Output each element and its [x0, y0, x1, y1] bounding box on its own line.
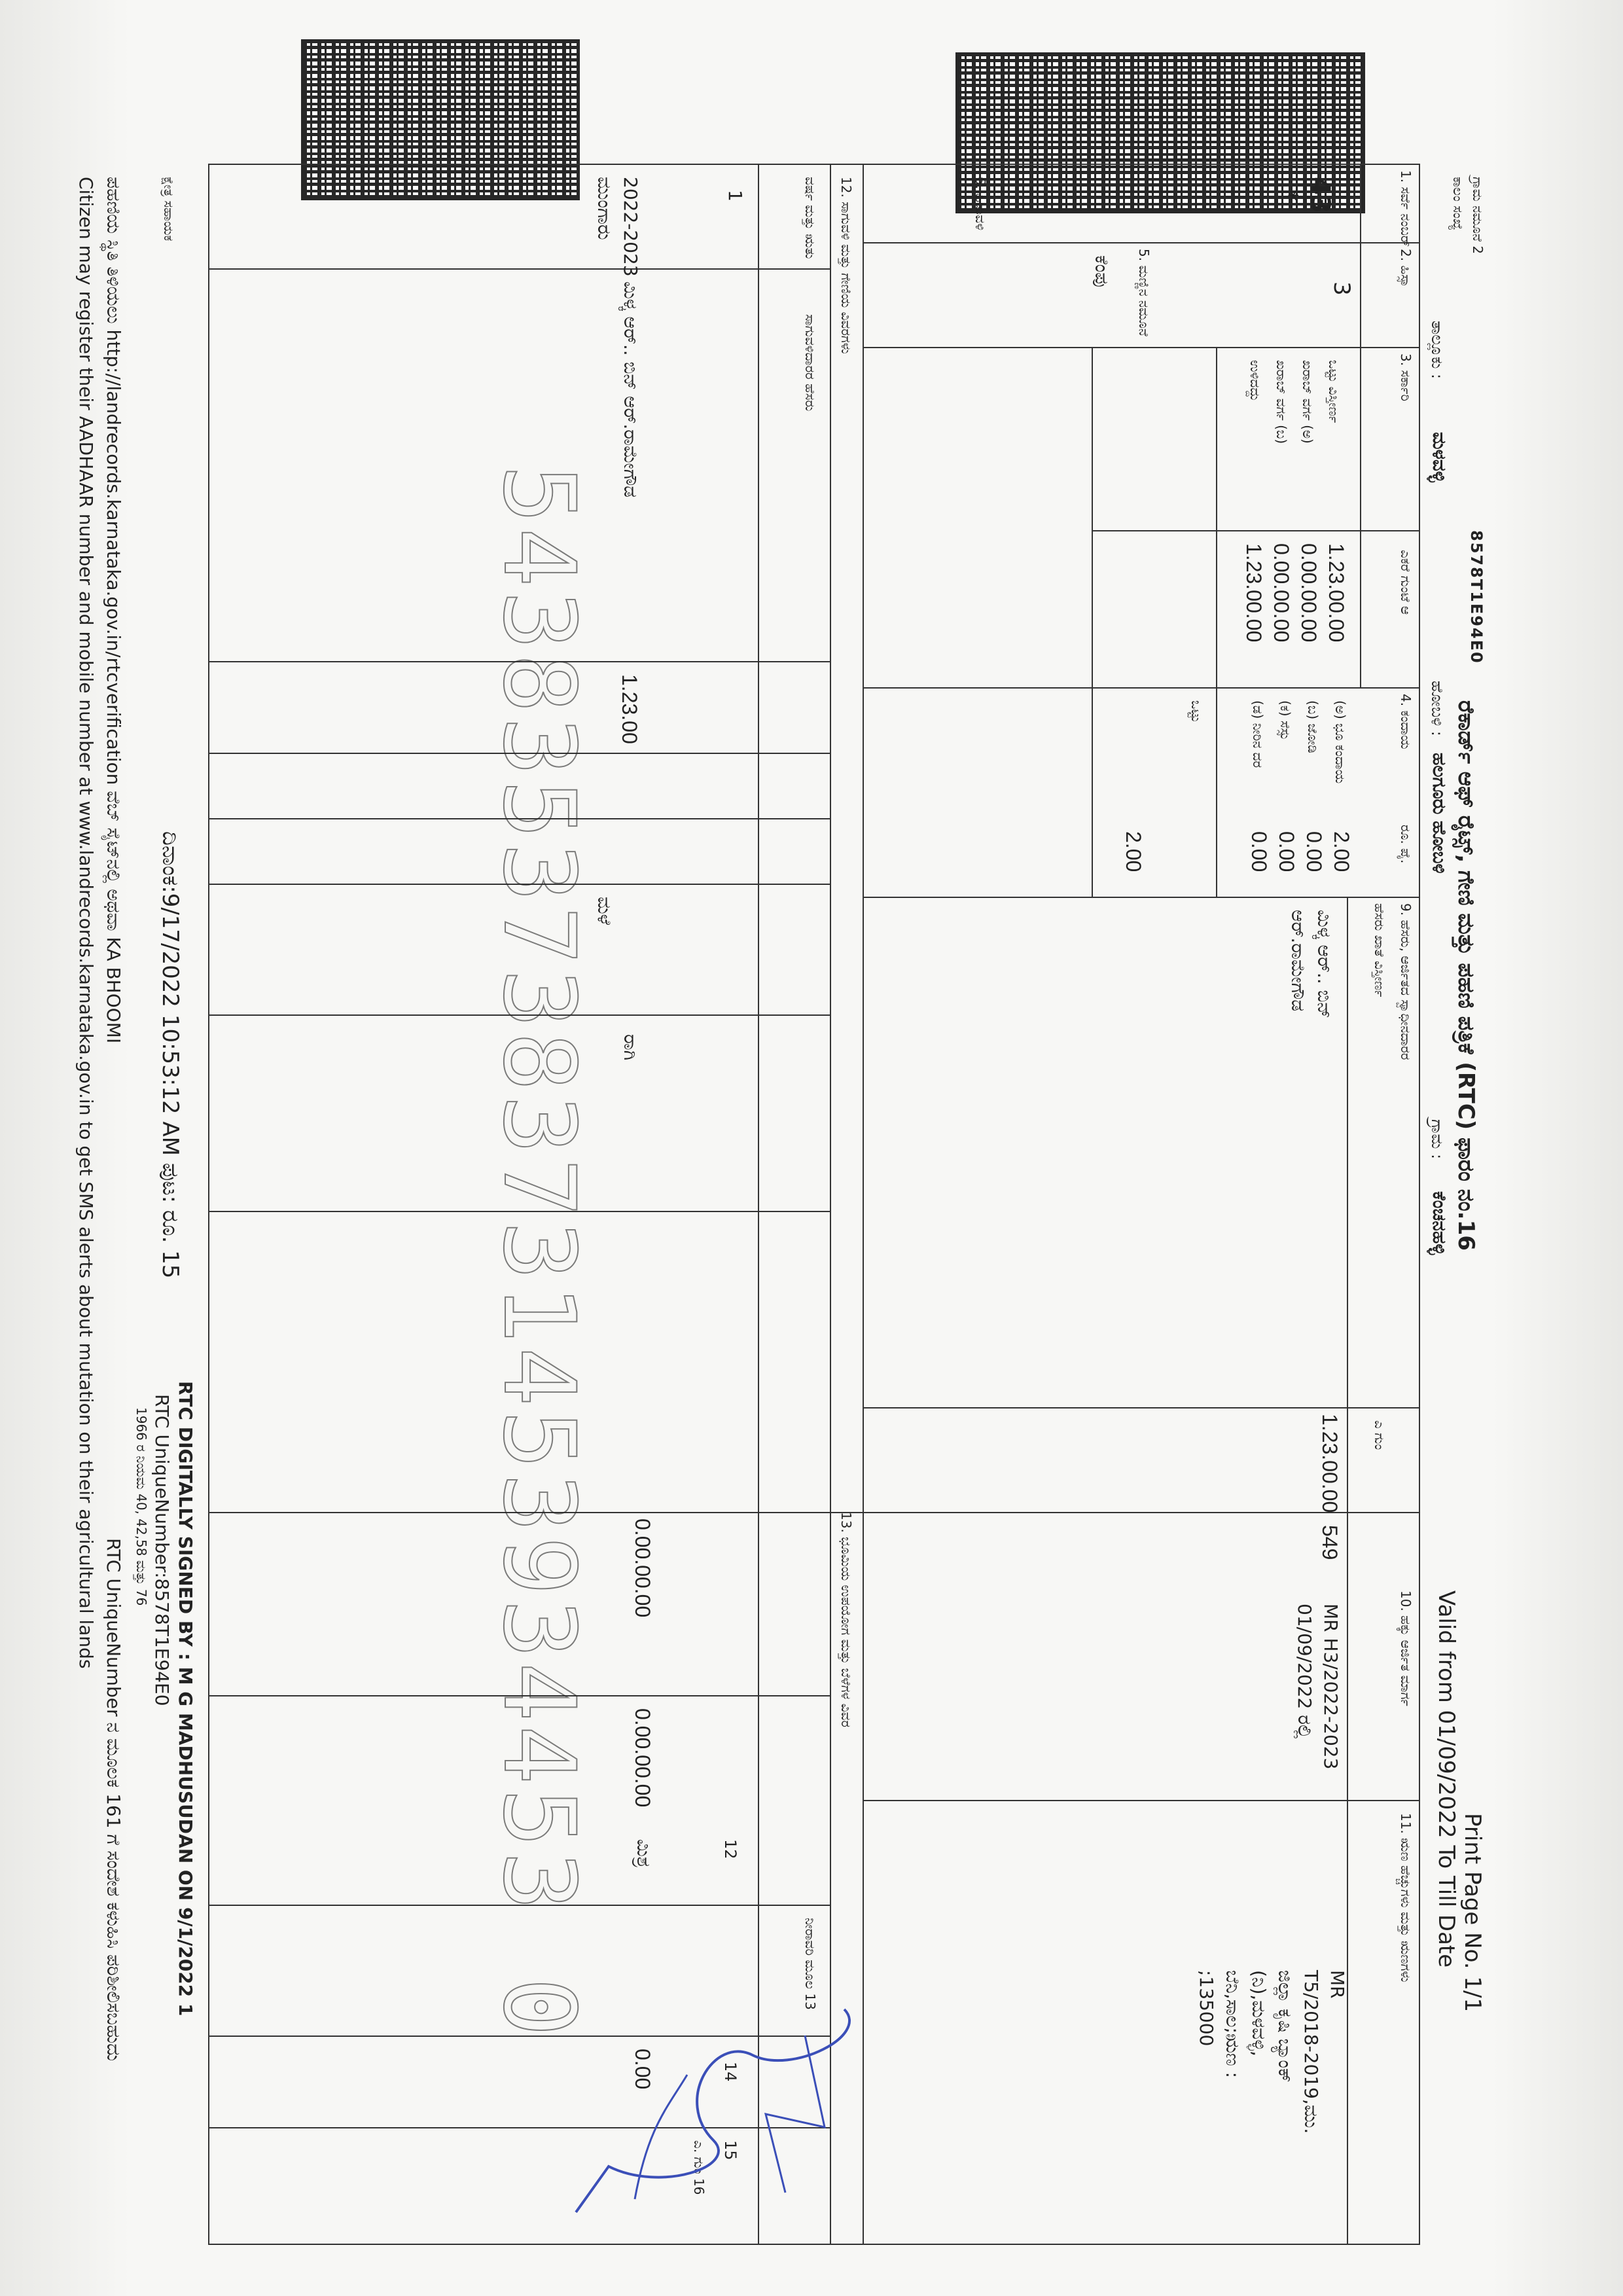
kannada-note: ಪಹಣಿಯ ಸ್ಥಿತಿ ತಿಳಿಯಲು http://landrecords.karnataka.gov.in/rtcverification ವೆಬ್ ಸೈಟ್‌ನಲ್ಲಿ ಅಥವಾ KA BHOOMI: [103, 177, 124, 1044]
kannada-note-2: RTC UniqueNumber ನ ಮೂಲಕ 161 ಗೆ ಸಂದೇಶ ಕಳುಹಿಸಿ ಪರಿಶೀಲಿಸಬಹುದು: [103, 1538, 124, 2062]
area-row3-value: 0.00.00.00: [1270, 543, 1293, 643]
mutation-entry: MR H3/2022-2023: [1320, 1604, 1342, 1770]
tax-row1-label: (ಅ) ಭೂ ಕಂದಾಯ: [1332, 700, 1348, 784]
valid-range: Valid from 01/09/2022 To Till Date: [1433, 1590, 1459, 1968]
area-row4-value: 1.23.00.00: [1242, 543, 1266, 643]
rtc-sheet: [65, 164, 1492, 2245]
area-row1-label: ಒಟ್ಟು ವಿಸ್ತೀರ್ಣ: [1326, 360, 1342, 423]
col13-number: 12: [721, 1839, 740, 1859]
tax-row3-value: 0.00: [1275, 831, 1298, 872]
tax-row2-label: (ಬ) ಜೋಡಿ: [1305, 700, 1321, 753]
area-row2-value: 0.00.00.00: [1297, 543, 1321, 643]
english-note: Citizen may register their AADHAAR number and mobile number at www.landrecords.karnataka.gov.in to get SMS alerts about mutation on their agricultural lands: [75, 177, 97, 1669]
cultivation-row-no: 1: [724, 190, 746, 202]
cultivation-crop: ರಾಗಿ: [620, 1034, 641, 1061]
village-value: ಕೆಂಚನಹಳ್ಳಿ: [1429, 1191, 1450, 1255]
col1-label: 1. ಸರ್ವೆ ನಂಬರ್: [1398, 170, 1414, 247]
col3-label: 3. ಸರ್ಕಾರಿ: [1398, 353, 1414, 402]
office-note: ಕ್ಷೇತ್ರ ಸಹಾಯಕ: [161, 177, 177, 242]
digital-signature-line: RTC DIGITALLY SIGNED BY : M G MADHUSUDAN ON 9/1/2022 1: [175, 1381, 196, 2017]
col13-value1: 0.00.00.00: [631, 1518, 654, 1618]
loan-line2: T5/2018-2019,ಮು.: [1300, 1970, 1322, 2134]
col14-value: 0.00: [631, 2049, 654, 2090]
grid-middle: [863, 164, 864, 2245]
col2-label: 2. ಹಿಸ್ಸಾ: [1398, 249, 1414, 287]
col15-number: 15: [721, 2140, 740, 2161]
col4-label: 4. ಕಂದಾಯ: [1398, 694, 1414, 749]
barcode-code: 8578T1E94E0: [1467, 530, 1486, 664]
tax-row4-value: 0.00: [1247, 831, 1271, 872]
survey-star: *: [1276, 190, 1302, 201]
col6-label: 6. ಹಿಡುವಳಿ: [972, 177, 988, 231]
loan-line3: ಜಿಲ್ಲಾ ಕೃಷಿ ಬ್ಯಾಂಕ್: [1274, 1970, 1296, 2083]
col16-number: ಎ. ಗುಂ 16: [691, 2140, 707, 2195]
cultivation-year: 2022-2023: [620, 177, 641, 277]
mutation-date: 01/09/2022 ರಲ್ಲಿ: [1294, 1604, 1315, 1739]
col13-value2: 0.00.00.00: [631, 1708, 654, 1808]
tax-total-label: ಒಟ್ಟು: [1188, 700, 1204, 723]
loan-line4: (ನಿ),ಮಳವಳ್ಳಿ,: [1248, 1970, 1270, 2057]
tax-row3-label: (ಕ) ಸೆಸ್ಸು: [1277, 700, 1293, 741]
grid-top: [1419, 164, 1420, 2245]
hobli-value: ಹಲಗೂರು ಹೋಬಳಿ: [1429, 753, 1450, 874]
col11-label: 11. ಋಣ ಹೆಚ್ಚುಗಳು ಮತ್ತು ಋಣಗಳು: [1398, 1813, 1414, 1982]
form-label: ಕಾಲಂ ಸಂಖ್ಯೆ: [1450, 177, 1466, 230]
tax-row4-label: (ಡ) ನೀರಿನ ದರ: [1250, 700, 1266, 768]
col14-number: 14: [721, 2062, 740, 2082]
col5-label: 5. ಮಣ್ಣಿನ ನಮೂನೆ: [1136, 249, 1152, 336]
tax-total-value: 2.00: [1122, 831, 1145, 872]
year-label: ವರ್ಷ ಮತ್ತು ಋತು: [802, 177, 818, 259]
owner-name-line2: ಆರ್.ರಾಮೇಗೌಡ: [1287, 910, 1309, 1012]
col13-header: ನೀರಾವರಿ ಮೂಲ 13: [802, 1918, 818, 2010]
grid-bottom: [208, 164, 209, 2245]
area-unit-label: ಎಕರೆ ಗುಂಟೆ ಆ: [1398, 550, 1414, 615]
tax-unit-label: ರೂ. ಪೈ.: [1398, 825, 1414, 864]
cultivator-label: ಸಾಗುವಳಿದಾರರ ಹೆಸರು: [802, 314, 818, 412]
loan-line1: MR: [1327, 1970, 1348, 1999]
taluk-value: ಮಳವಳ್ಳಿ: [1429, 432, 1450, 482]
cultivator-name: ಮಿಳ್ಕ ಆರ್.. ಬಿನ್ ಆರ್.ರಾಮೇಗೌಡ: [620, 281, 641, 498]
area-row3-label: ಖರಾಬ್ ವರ್ಗ (ಬ): [1274, 360, 1289, 444]
loan-line6: ;135000: [1196, 1970, 1217, 2047]
col10-label: 10. ಹಕ್ಕು ಆರ್ಜಿತ ಮಾರ್ಗ: [1398, 1590, 1414, 1706]
tax-row2-value: 0.00: [1302, 831, 1326, 872]
area-row2-label: ಖರಾಬ್ ವರ್ಗ (ಅ): [1300, 360, 1315, 444]
survey-number: 43: [1305, 177, 1335, 213]
taluk-label: ತಾಲ್ಲೂಕು :: [1428, 321, 1446, 380]
print-page-number: Print Page No. 1/1: [1459, 1813, 1486, 2013]
act-note: 1966 ರ ನಿಯಮ 40, 42,58 ಮತ್ತು 76: [134, 1407, 149, 1606]
owner-name-line1: ಮಿಳ್ಕ ಆರ್.. ಬಿನ್: [1313, 910, 1335, 1019]
village-label: ಗ್ರಾಮ :: [1428, 1119, 1446, 1160]
col12-label: 12. ಸಾಗುವಳಿ ಮತ್ತು ಗೇಣಿಯ ವಿವರಗಳು: [838, 177, 854, 354]
col13-label: 13. ಭೂಮಿಯ ಉಪಯೋಗ ಮತ್ತು ಬೆಳೆಗಳ ವಿವರ: [838, 1512, 854, 1728]
col13-sub: ಮಿಶ್ರ: [633, 1839, 654, 1868]
soil-type: ಕೆಂಪು: [1091, 255, 1113, 287]
owner-extent: 1.23.00.00: [1318, 1414, 1342, 1513]
owners-sub-label: ಹೆಸರು ಖಾತೆ ವಿಸ್ತೀರ್ಣ: [1372, 903, 1387, 997]
cultivation-season: ಮುಂಗಾರು: [594, 177, 615, 240]
area-row4-label: ಉಳಿದದ್ದು: [1247, 360, 1263, 402]
hissa-number: 3: [1329, 281, 1355, 296]
rtc-watermark-number: 54383537383731453934453 0: [482, 465, 596, 2041]
col9-label: 9. ಹೆಸರು, ಆರ್ಜಿತದ ಸ್ವಾಧೀನದಾರರ: [1398, 903, 1414, 1060]
print-date-time: ದಿನಾಂಕ:9/17/2022 10:53:12 AM ಪುಟ: ರೂ. 15: [157, 831, 183, 1279]
area-row1-value: 1.23.00.00: [1325, 543, 1348, 643]
grid-right: [209, 2244, 1420, 2245]
page-title: ರೆಕಾರ್ಡ್ ಆಫ್ ರೈಟ್ಸ್, ಗೇಣಿ ಮತ್ತು ಪಹಣಿ ಪತ್ರಿಕೆ (RTC) ಫಾರಂ ನಂ.16: [1453, 700, 1479, 1251]
side-note: ಗ್ರಾಮ ನಮೂನೆ 2: [1470, 177, 1486, 255]
cultivation-extent: 1.23.00: [618, 674, 641, 744]
cultivation-irrigation: ಮಳೆ: [594, 897, 615, 925]
hobli-label: ಹೋಬಳಿ :: [1428, 681, 1446, 736]
owner-unit: ಎ ಗುಂ: [1372, 1420, 1387, 1450]
unique-number: RTC UniqueNumber:8578T1E94E0: [151, 1394, 173, 1706]
handwritten-signature: [556, 1996, 883, 2232]
owner-khata: 549: [1318, 1525, 1342, 1560]
grid-left: [209, 164, 1420, 165]
tax-row1-value: 2.00: [1330, 831, 1353, 872]
loan-line5: ಬೆನಿ,ಸಾಲ;ಋಣ :: [1222, 1970, 1243, 2079]
